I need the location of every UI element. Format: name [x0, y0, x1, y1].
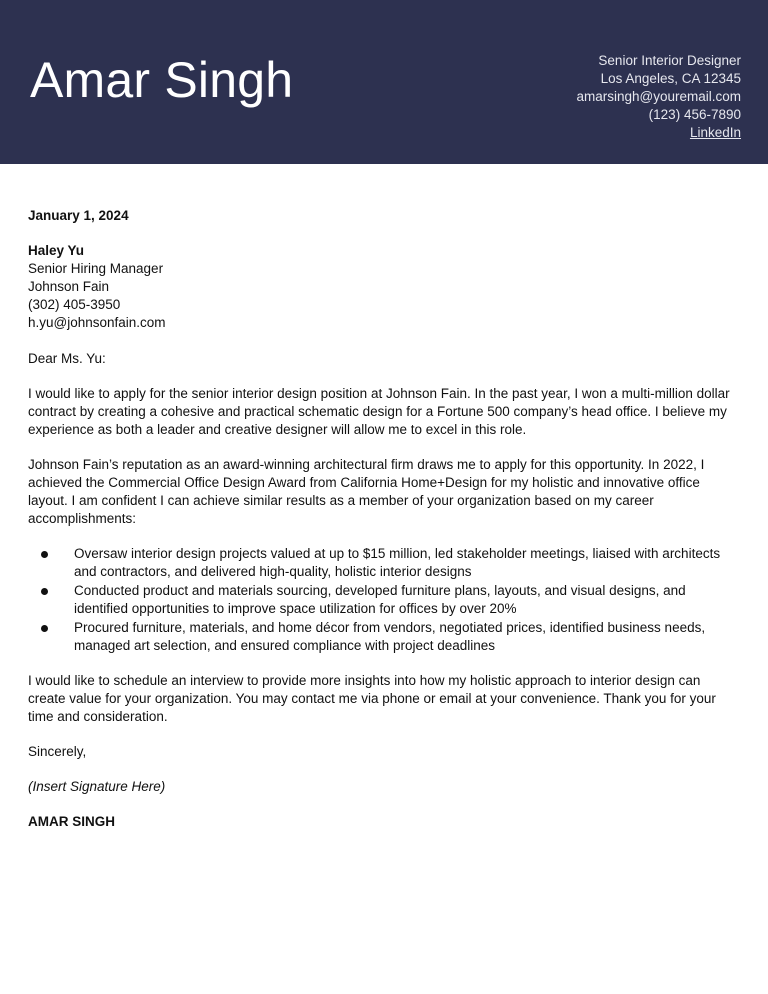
closing-paragraph: I would like to schedule an interview to provide more insights into how my holistic approach to interior design can create value for your organization. You may contact me via phone or email at your convenience. Thank you for your time and consideration. — [28, 673, 716, 724]
applicant-name: Amar Singh — [30, 52, 294, 108]
recipient-email: h.yu@johnsonfain.com — [28, 315, 166, 330]
body-paragraph: I would like to apply for the senior interior design position at Johnson Fain. In the past year, I won a multi-million dollar contract by creating a cohesive and practical schematic design for a Fortune 500 company’s head office. I believe my experience as both a leader and creative designer will allow me to excel in this role. — [28, 386, 730, 437]
accomplishments-list — [28, 545, 740, 655]
email-address: amarsingh@youremail.com — [576, 89, 741, 104]
list-item-text: Oversaw interior design projects valued at up to $15 million, led stakeholder meetings, liaised with architects and contractors, and delivered high-quality, holistic interior designs — [74, 546, 721, 579]
recipient-phone: (302) 405-3950 — [28, 297, 121, 312]
signature-placeholder: (Insert Signature Here) — [28, 779, 166, 794]
bullet-icon — [41, 625, 48, 632]
body-paragraph: Johnson Fain’s reputation as an award-winning architectural firm draws me to apply for this opportunity. In 2022, I achieved the Commercial Office Design Award from California Home+Design for my holistic and innovative office layout. I am confident I can achieve similar results as a member of your organization based on my career accomplishments: — [28, 457, 705, 526]
list-item — [28, 619, 740, 655]
signer-name: AMAR SINGH — [28, 814, 115, 829]
bullet-icon — [41, 551, 48, 558]
letter-date: January 1, 2024 — [28, 208, 129, 223]
list-item — [28, 545, 740, 581]
location: Los Angeles, CA 12345 — [600, 71, 741, 86]
contact-block — [576, 52, 741, 142]
list-item-text: Procured furniture, materials, and home décor from vendors, negotiated prices, identified business needs, managed art selection, and ensured compliance with project deadlines — [74, 620, 706, 653]
letter-body — [28, 207, 740, 831]
bullet-icon — [41, 588, 48, 595]
recipient-block — [28, 242, 740, 332]
job-title: Senior Interior Designer — [598, 53, 741, 68]
phone-number: (123) 456-7890 — [648, 107, 741, 122]
list-item-text: Conducted product and materials sourcing, developed furniture plans, layouts, and visual designs, and identified opportunities to improve space utilization for offices by over 20% — [74, 583, 686, 616]
linkedin-link[interactable]: LinkedIn — [689, 125, 741, 140]
list-item — [28, 582, 740, 618]
header-band — [0, 0, 768, 164]
recipient-title: Senior Hiring Manager — [28, 261, 164, 276]
sign-off: Sincerely, — [28, 744, 87, 759]
greeting: Dear Ms. Yu: — [28, 351, 106, 366]
recipient-company: Johnson Fain — [28, 279, 110, 294]
recipient-name: Haley Yu — [28, 243, 85, 258]
